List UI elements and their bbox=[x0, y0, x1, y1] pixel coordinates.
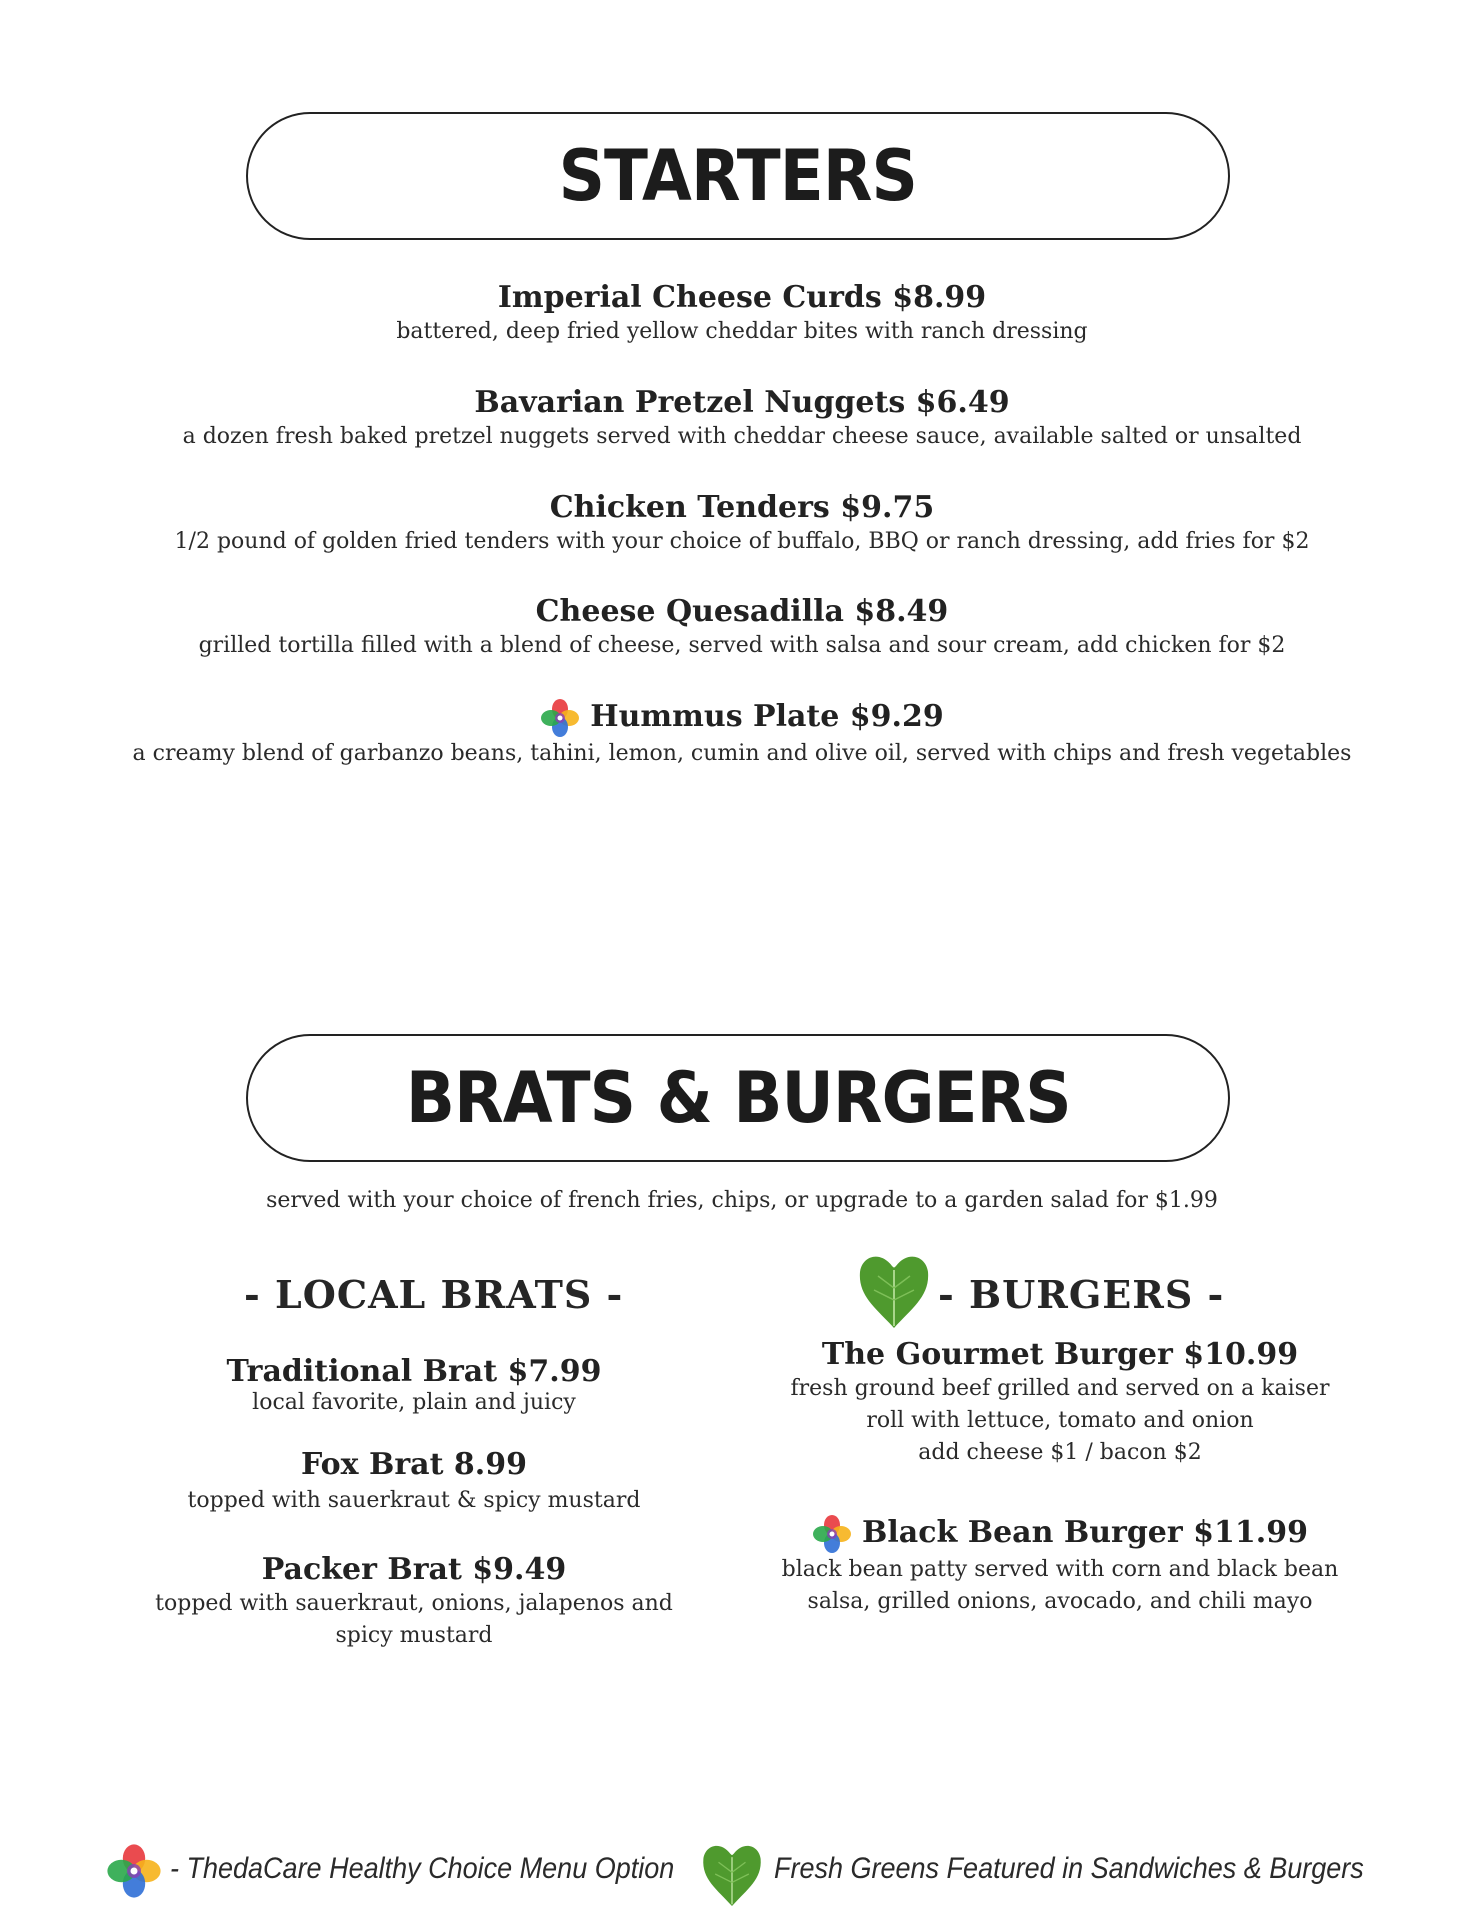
menu-item bbox=[760, 1337, 1360, 1469]
item-name: Imperial Cheese Curds $8.99 bbox=[497, 280, 987, 315]
local-brats-heading: - LOCAL BRATS - bbox=[244, 1272, 624, 1317]
item-description-line: roll with lettuce, tomato and onion bbox=[866, 1408, 1254, 1433]
item-description: a creamy blend of garbanzo beans, tahini, lemon, cumin and olive oil, served with chips and fresh vegetables bbox=[132, 741, 1352, 766]
starters-title: STARTERS bbox=[558, 135, 918, 217]
item-description-line: salsa, grilled onions, avocado, and chili mayo bbox=[807, 1589, 1313, 1614]
item-description: local favorite, plain and juicy bbox=[252, 1390, 576, 1415]
item-description-line: black bean patty served with corn and black bean bbox=[781, 1557, 1339, 1582]
item-description: battered, deep fried yellow cheddar bites with ranch dressing bbox=[396, 319, 1088, 344]
fresh-greens-icon bbox=[700, 1838, 764, 1910]
legend-greens-text: Fresh Greens Featured in Sandwiches & Burgers bbox=[774, 1852, 1364, 1885]
menu-item bbox=[0, 280, 1484, 348]
brats-burgers-banner bbox=[246, 1034, 1230, 1162]
item-name: Chicken Tenders $9.75 bbox=[549, 490, 935, 525]
menu-item bbox=[0, 698, 1484, 770]
item-description-line: spicy mustard bbox=[335, 1623, 493, 1648]
item-description: 1/2 pound of golden fried tenders with your choice of buffalo, BBQ or ranch dressing, add fries for $2 bbox=[174, 529, 1310, 554]
item-name: Traditional Brat $7.99 bbox=[226, 1354, 602, 1389]
item-description-line: add cheese $1 / bacon $2 bbox=[918, 1440, 1202, 1465]
menu-item bbox=[114, 1354, 714, 1416]
item-description-line: fresh ground beef grilled and served on a kaiser bbox=[790, 1376, 1330, 1401]
menu-item bbox=[114, 1552, 714, 1652]
item-name: Bavarian Pretzel Nuggets $6.49 bbox=[474, 385, 1010, 420]
menu-item bbox=[0, 385, 1484, 453]
item-name: Fox Brat 8.99 bbox=[301, 1447, 527, 1482]
burgers-heading: - BURGERS - bbox=[938, 1272, 1225, 1317]
healthy-choice-icon bbox=[812, 1514, 852, 1554]
menu-item bbox=[114, 1447, 714, 1519]
item-description: a dozen fresh baked pretzel nuggets served with cheddar cheese sauce, available salted or unsalted bbox=[182, 424, 1302, 449]
item-description: topped with sauerkraut & spicy mustard bbox=[187, 1488, 641, 1513]
brats-burgers-title: BRATS & BURGERS bbox=[405, 1057, 1071, 1139]
item-name: Cheese Quesadilla $8.49 bbox=[535, 594, 949, 629]
starters-banner bbox=[246, 112, 1230, 240]
healthy-choice-icon bbox=[540, 698, 580, 738]
item-name: Black Bean Burger $11.99 bbox=[862, 1515, 1308, 1550]
item-name: Hummus Plate $9.29 bbox=[590, 699, 944, 734]
menu-item bbox=[0, 594, 1484, 662]
item-description: grilled tortilla filled with a blend of cheese, served with salsa and sour cream, add chicken for $2 bbox=[198, 633, 1286, 658]
healthy-choice-icon bbox=[106, 1843, 162, 1899]
menu-item bbox=[760, 1514, 1360, 1618]
legend-healthy-text: - ThedaCare Healthy Choice Menu Option bbox=[170, 1852, 675, 1885]
menu-item bbox=[0, 490, 1484, 558]
item-description-line: topped with sauerkraut, onions, jalapenos and bbox=[155, 1591, 673, 1616]
item-name: The Gourmet Burger $10.99 bbox=[821, 1337, 1299, 1372]
sides-note: served with your choice of french fries, chips, or upgrade to a garden salad for $1.99 bbox=[266, 1188, 1218, 1213]
fresh-greens-icon bbox=[856, 1248, 932, 1332]
item-name: Packer Brat $9.49 bbox=[261, 1552, 567, 1587]
